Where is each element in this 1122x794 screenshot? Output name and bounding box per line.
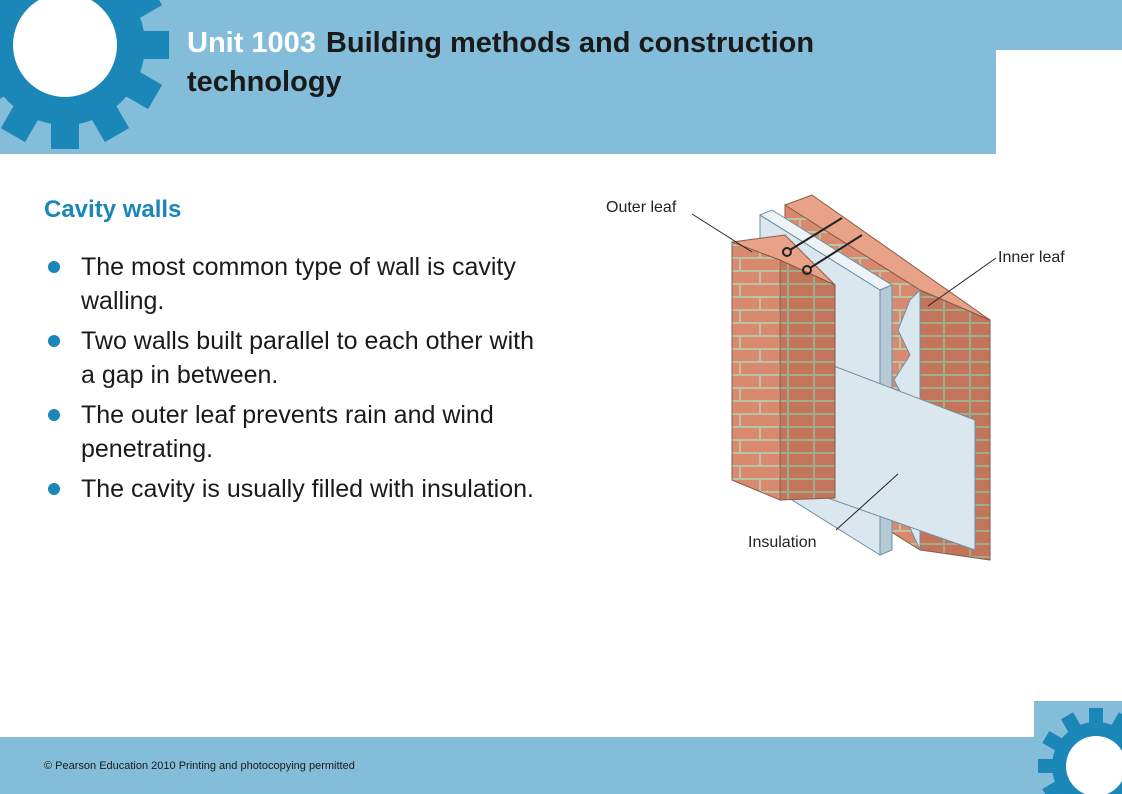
unit-title: Building methods and construction technology	[187, 27, 815, 98]
label-inner-leaf: Inner leaf	[998, 249, 1065, 266]
bullet-text: The outer leaf prevents rain and wind penetrating.	[81, 401, 494, 463]
bullet-list	[44, 250, 534, 512]
bullet-item	[44, 472, 534, 506]
bullet-text: The most common type of wall is cavity walling.	[81, 253, 516, 315]
bullet-item	[44, 398, 534, 466]
outer-leaf-wall	[732, 235, 835, 500]
cavity-wall-diagram	[580, 180, 1090, 570]
header-band-right	[996, 0, 1122, 50]
bullet-icon	[48, 483, 60, 495]
bullet-text: The cavity is usually filled with insulation.	[81, 475, 534, 503]
bullet-icon	[48, 409, 60, 421]
bullet-icon	[48, 335, 60, 347]
bullet-item	[44, 324, 534, 392]
unit-number: Unit 1003	[187, 27, 316, 59]
gear-icon	[1034, 701, 1122, 794]
section-title: Cavity walls	[44, 196, 182, 223]
gear-icon	[0, 0, 170, 150]
slide-title	[187, 24, 947, 102]
label-outer-leaf: Outer leaf	[606, 199, 677, 216]
bullet-text: Two walls built parallel to each other with a gap in between.	[81, 327, 535, 389]
copyright-notice: © Pearson Education 2010 Printing and photocopying permitted	[44, 760, 355, 772]
bullet-icon	[48, 261, 60, 273]
bullet-item	[44, 250, 534, 318]
label-insulation: Insulation	[748, 534, 817, 551]
